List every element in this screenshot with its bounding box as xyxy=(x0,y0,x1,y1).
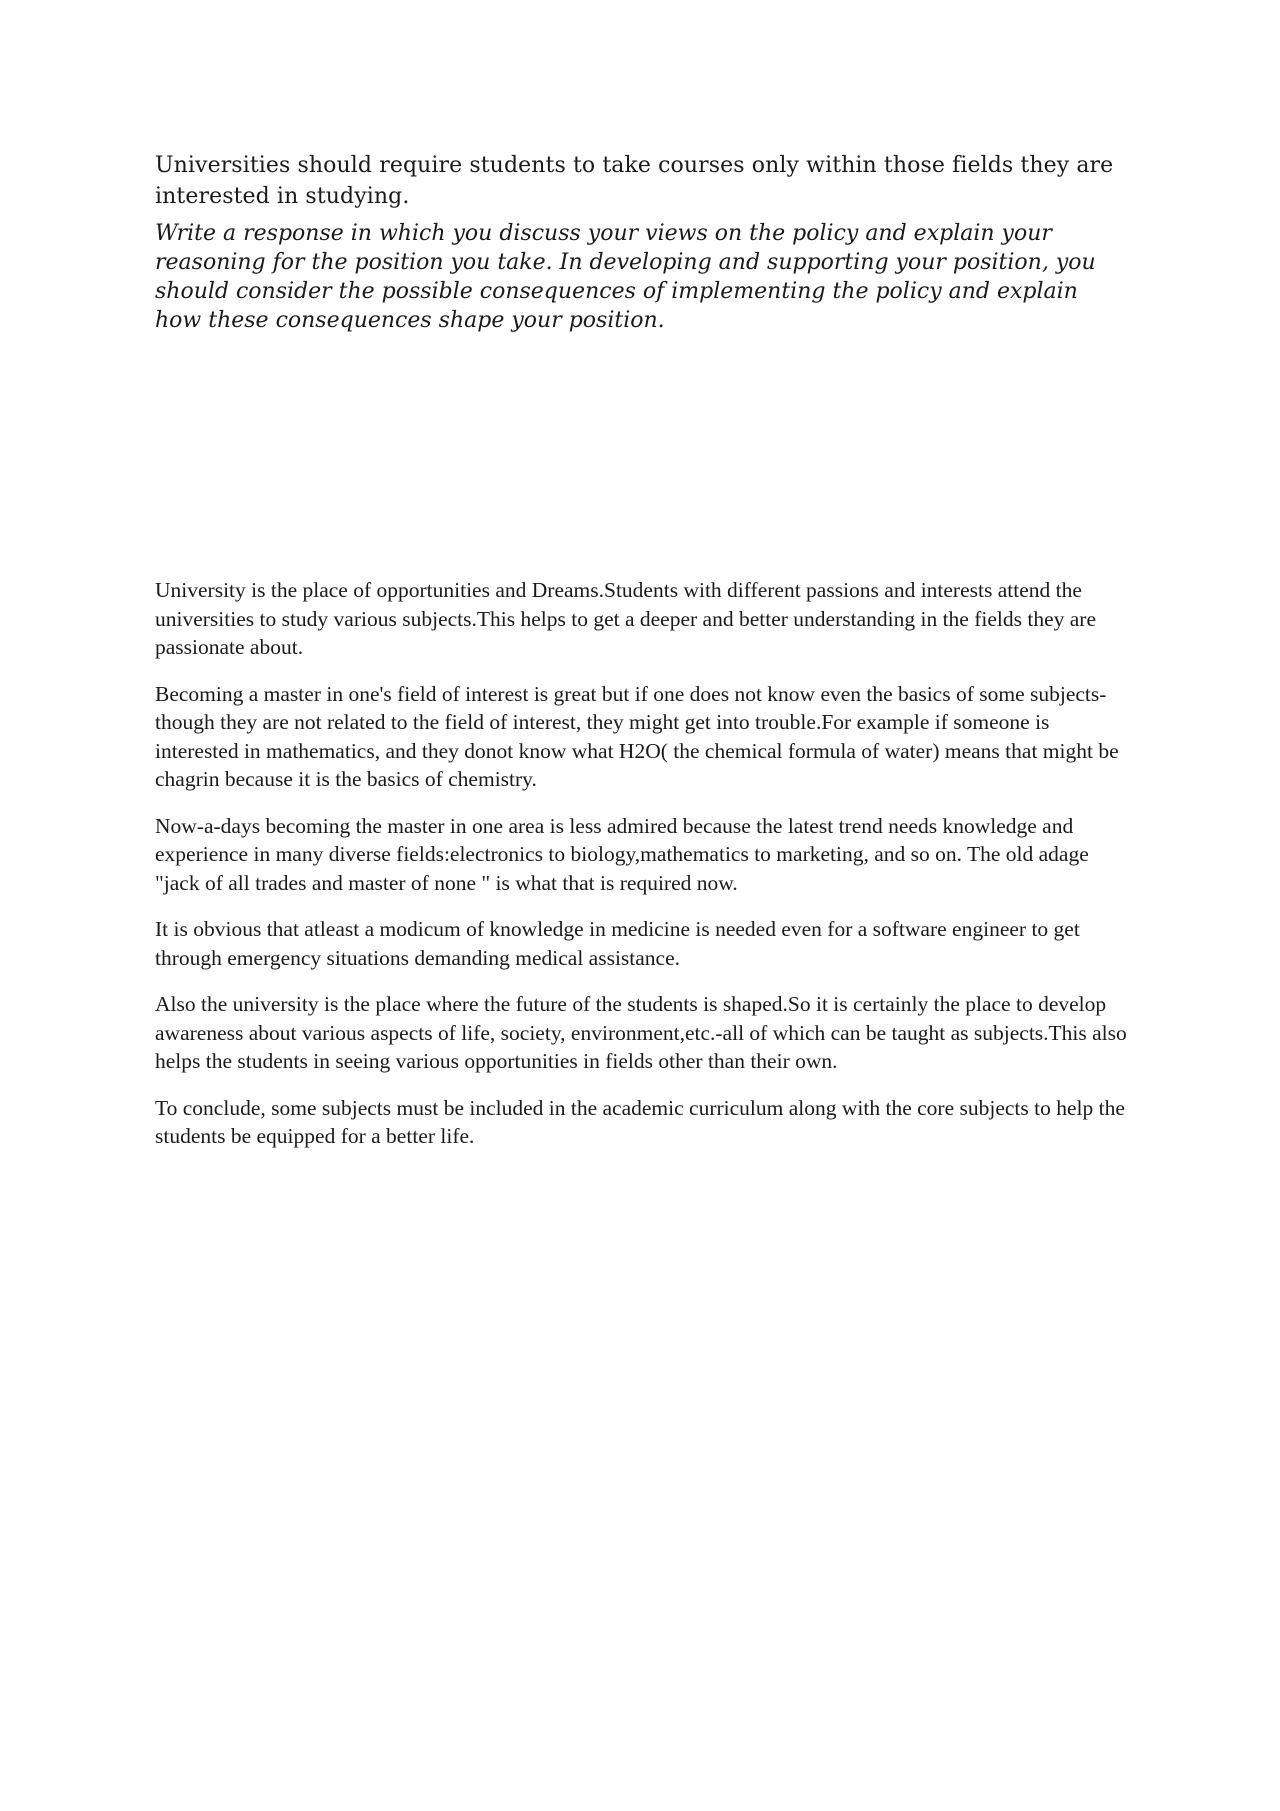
prompt-instruction: Write a response in which you discuss your views on the policy and explain your reasoning for the position you take. In developing and supporting your position, you should consider the possible consequences of implementing the policy and explain how these consequences shape your position. xyxy=(155,221,1096,333)
essay-body xyxy=(155,576,1130,1169)
essay-paragraph-medicine: It is obvious that atleast a modicum of knowledge in medicine is needed even for a software engineer to get through emergency situations demanding medical assistance. xyxy=(155,917,1080,970)
essay-paragraph-trend: Now-a-days becoming the master in one area is less admired because the latest trend needs knowledge and experience in many diverse fields:electronics to biology,mathematics to marketing, and so on. The old adage "jack of all trades and master of none " is what that is required now. xyxy=(155,813,1089,895)
essay-paragraph-basics: Becoming a master in one's field of interest is great but if one does not know even the basics of some subjects-though they are not related to the field of interest, they might get into trouble.For example if someone is interested in mathematics, and they donot know what H2O( the chemical formula of water) means that might be chagrin because it is the basics of chemistry. xyxy=(155,681,1119,791)
essay-paragraph-awareness: Also the university is the place where the future of the students is shaped.So it is certainly the place to develop awareness about various aspects of life, society, environment,etc.-all of which can be taught as subjects.This also helps the students in seeing various opportunities in fields other than their own. xyxy=(155,992,1127,1073)
prompt-statement: Universities should require students to take courses only within those fields they are interested in studying. xyxy=(155,153,1114,209)
essay-prompt xyxy=(155,150,1115,335)
essay-paragraph-intro: University is the place of opportunities and Dreams.Students with different passions and interests attend the universities to study various subjects.This helps to get a deeper and better understanding in the fields they are passionate about. xyxy=(155,578,1096,659)
essay-paragraph-conclusion: To conclude, some subjects must be included in the academic curriculum along with the core subjects to help the students be equipped for a better life. xyxy=(155,1095,1125,1148)
